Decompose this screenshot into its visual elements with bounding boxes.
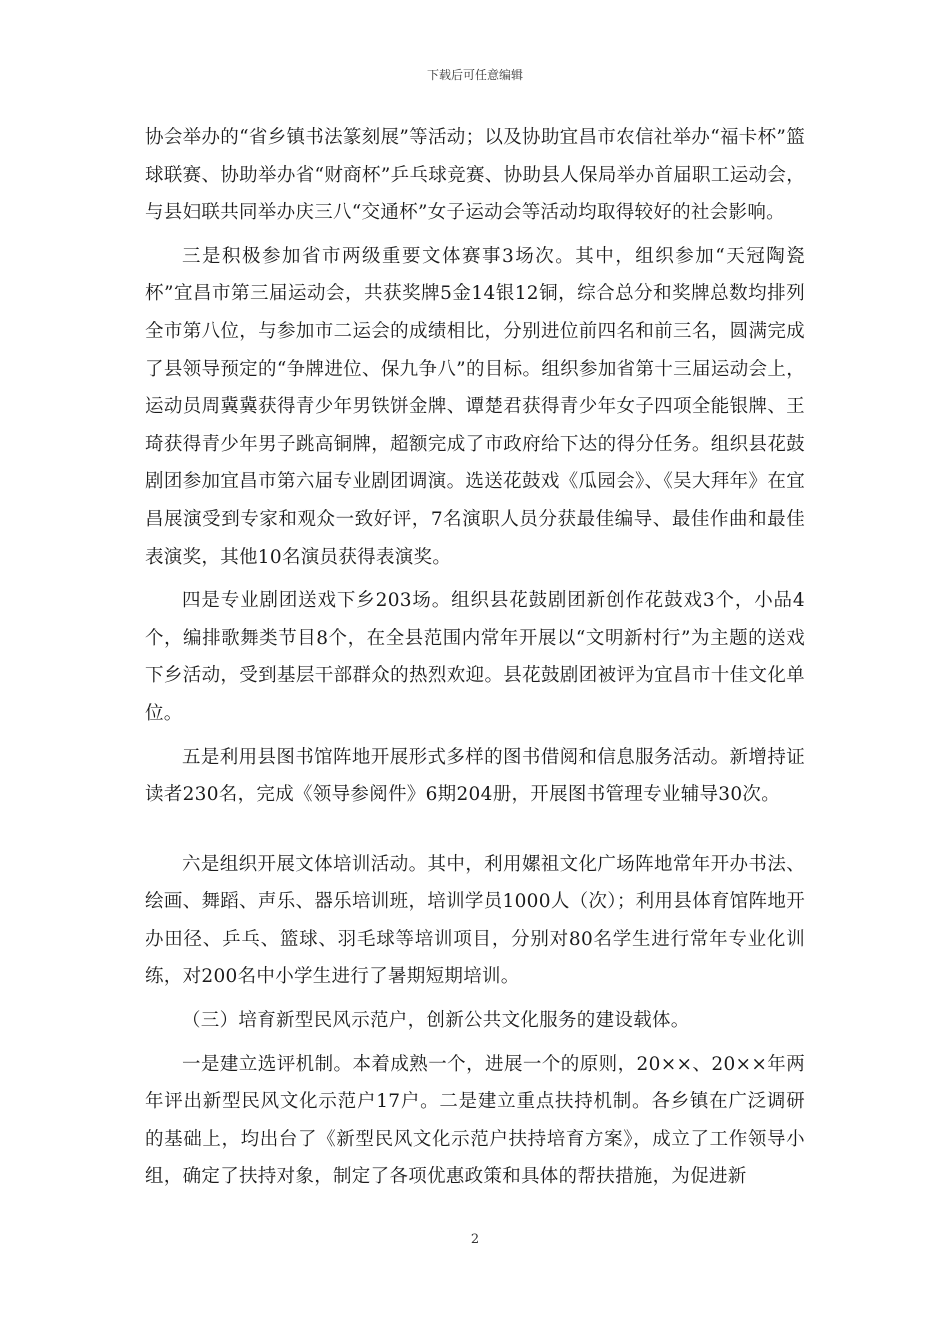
section-heading-three: （三）培育新型民风示范户，创新公共文化服务的建设载体。 [182, 1010, 690, 1032]
paragraph-item-three: 三是积极参加省市两级重要文体赛事3场次。其中，组织参加“天冠陶瓷杯”宜昌市第三届运动会，共获奖牌5金14银12铜，综合总分和奖牌总数均排列全市第八位，与参加市二运会的成绩相比，分别进位前四名和前三名，圆满完成了县领导预定的“争牌进位、保九争八”的目标。组织参加省第十三届运动会上，运动员周冀冀获得青少年男铁饼金牌、谭楚君获得青少年女子四项全能银牌、王琦获得青少年男子跳高铜牌，超额完成了市政府给下达的得分任务。组织县花鼓剧团参加宜昌市第六届专业剧团调演。选送花鼓戏《瓜园会》、《吴大拜年》在宜昌展演受到专家和观众一致好评，7名演职人员分获最佳编导、最佳作曲和最佳表演奖，其他10名演员获得表演奖。 [145, 245, 805, 568]
paragraph-item-five: 五是利用县图书馆阵地开展形式多样的图书借阅和信息服务活动。新增持证读者230名，完成《领导参阅件》6期204册，开展图书管理专业辅导30次。 [145, 746, 805, 806]
page-number: 2 [470, 1232, 480, 1247]
paragraph-item-one: 一是建立选评机制。本着成熟一个，进展一个的原则，20××、20××年两年评出新型民风文化示范户17户。二是建立重点扶持机制。各乡镇在广泛调研的基础上，均出台了《新型民风文化示范户扶持培育方案》，成立了工作领导小组，确定了扶持对象，制定了各项优惠政策和具体的帮扶措施，为促进新 [145, 1053, 805, 1188]
paragraph-continuation: 协会举办的“省乡镇书法篆刻展”等活动；以及协助宜昌市农信社举办“福卡杯”篮球联赛、协助举办省“财商杯”乒乓球竞赛、协助县人保局举办首届职工运动会，与县妇联共同举办庆三八“交通杯”女子运动会等活动均取得较好的社会影响。 [145, 127, 805, 224]
page-header: 下载后可任意编辑 [426, 68, 523, 82]
paragraph-item-four: 四是专业剧团送戏下乡203场。组织县花鼓剧团新创作花鼓戏3个，小品4个，编排歌舞类节目8个，在全县范围内常年开展以“文明新村行”为主题的送戏下乡活动，受到基层干部群众的热烈欢迎。县花鼓剧团被评为宜昌市十佳文化单位。 [145, 590, 805, 724]
document-body [145, 119, 805, 1202]
paragraph-item-six: 六是组织开展文体培训活动。其中，利用嫘祖文化广场阵地常年开办书法、绘画、舞蹈、声乐、器乐培训班，培训学员1000人（次）；利用县体育馆阵地开办田径、乒乓、篮球、羽毛球等培训项目，分别对80名学生进行常年专业化训练，对200名中小学生进行了暑期短期培训。 [145, 853, 805, 988]
